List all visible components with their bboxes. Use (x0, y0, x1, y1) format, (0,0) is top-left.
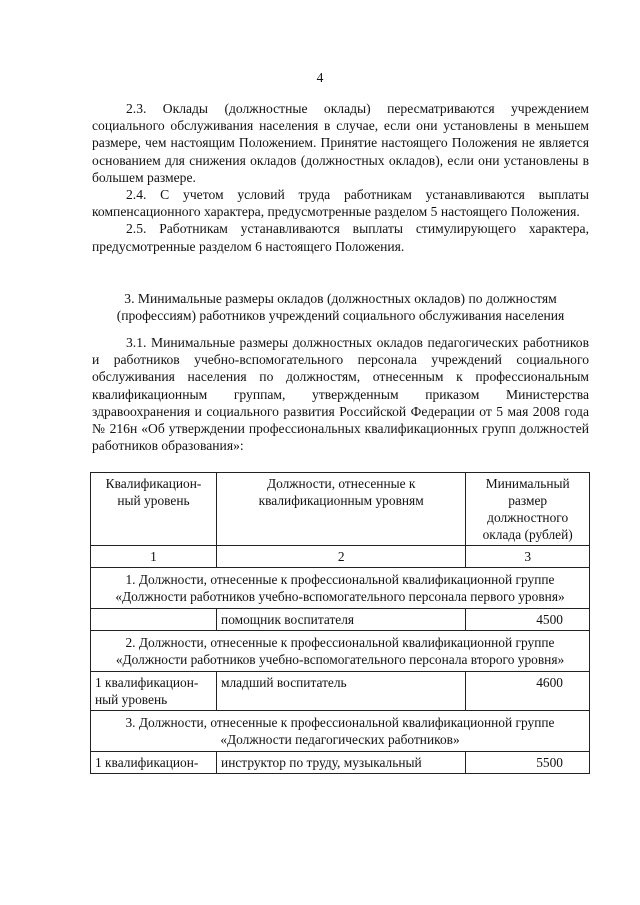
section-heading (92, 290, 589, 324)
row-1-level (91, 609, 217, 631)
row-3-position: инструктор по труду, музыкальный (217, 752, 466, 774)
table-group-row (91, 631, 590, 672)
header-level: Квалификацион-ный уровень (91, 473, 217, 546)
row-1-position: помощник воспитателя (217, 609, 466, 631)
column-number-3: 3 (466, 546, 590, 568)
header-salary: Минимальный размер должностного оклада (рублей) (466, 473, 590, 546)
paragraph-2-4: 2.4. С учетом условий труда работникам устанавливаются выплаты компенсационного характера, предусмотренные разделом 5 настоящего Положения. (92, 187, 589, 220)
table-header-row (91, 473, 590, 546)
table-row (91, 609, 590, 631)
body-text (92, 100, 589, 255)
table-group-row (91, 711, 590, 752)
paragraph-3-1: 3.1. Минимальные размеры должностных окладов педагогических работников и работников учебно-вспомогательного персонала учреждений социального обслуживания населения по должностям, отнесенным к профессиональным квалификационным группам, утвержденным приказом Министерства здравоохранения и социального развития Российской Федерации от 5 мая 2008 года № 216н «Об утверждении профессиональных квалификационных групп должностей работников образования»: (92, 335, 589, 454)
column-number-1: 1 (91, 546, 217, 568)
salary-table (90, 472, 590, 774)
group-2-title: 2. Должности, отнесенные к профессиональной квалификационной группе «Должности работников учебно-вспомогательного персонала второго уровня» (91, 631, 590, 672)
column-number-2: 2 (217, 546, 466, 568)
section-heading-line2: (профессиям) работников учреждений социального обслуживания населения (116, 308, 565, 324)
group-1-title: 1. Должности, отнесенные к профессиональной квалификационной группе «Должности работников учебно-вспомогательного персонала первого уровня» (91, 568, 590, 609)
table-column-numbers (91, 546, 590, 568)
paragraph-2-5: 2.5. Работникам устанавливаются выплаты стимулирующего характера, предусмотренные разделом 6 настоящего Положения. (92, 221, 589, 254)
row-2-level: 1 квалификацион-ный уровень (91, 672, 217, 711)
table-row (91, 672, 590, 711)
table-row (91, 752, 590, 774)
paragraph-2-3: 2.3. Оклады (должностные оклады) пересматриваются учреждением социального обслуживания населения в случае, если они установлены в меньшем размере, чем настоящим Положением. Принятие настоящего Положения не является основанием для снижения окладов (должностных окладов), если они установлены в большем размере. (92, 101, 589, 185)
table-group-row (91, 568, 590, 609)
header-positions: Должности, отнесенные к квалификационным уровням (217, 473, 466, 546)
row-3-salary: 5500 (466, 752, 590, 774)
page-number: 4 (316, 70, 324, 85)
row-3-level: 1 квалификацион- (91, 752, 217, 774)
row-1-salary: 4500 (466, 609, 590, 631)
row-2-salary: 4600 (466, 672, 590, 711)
group-3-title: 3. Должности, отнесенные к профессиональной квалификационной группе «Должности педагогических работников» (91, 711, 590, 752)
section-heading-line1: 3. Минимальные размеры окладов (должностных окладов) по должностям (124, 291, 557, 306)
row-2-position: младший воспитатель (217, 672, 466, 711)
